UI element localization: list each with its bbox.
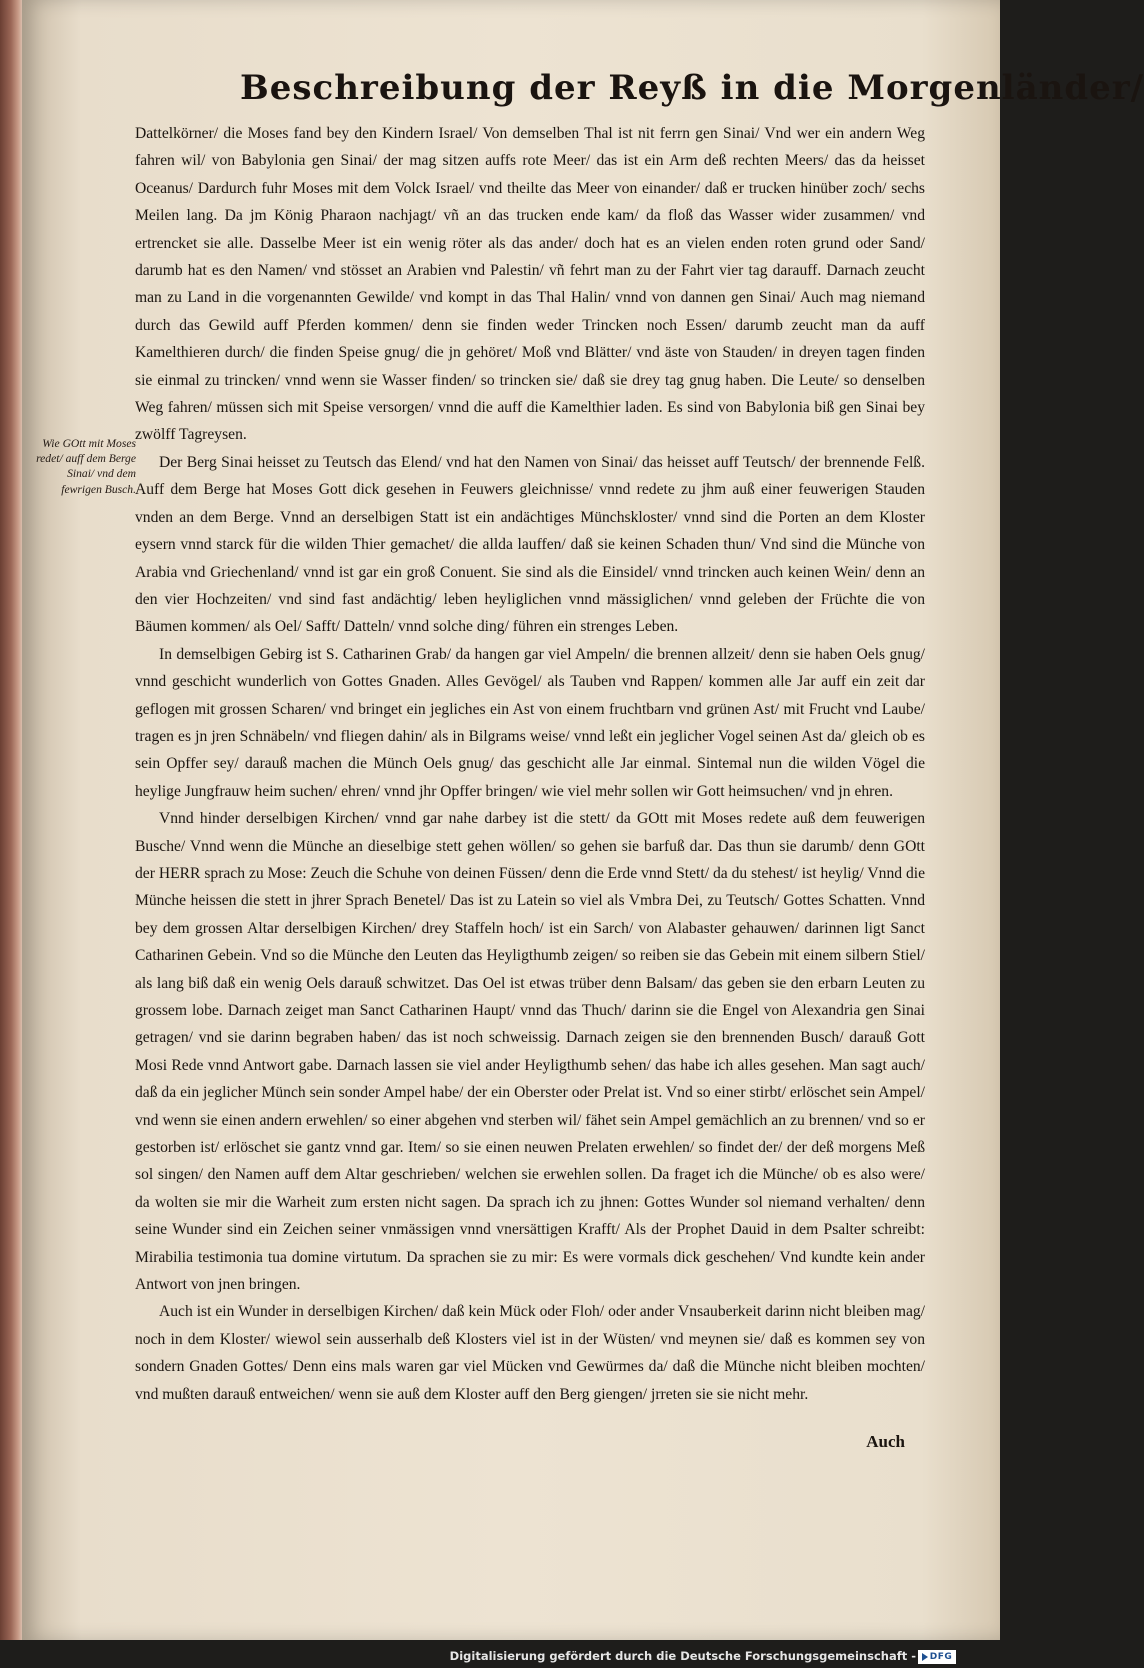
catchword: Auch bbox=[866, 1432, 905, 1451]
running-head: Beschreibung der Reyß in die Morgenländer/ bbox=[240, 68, 1144, 108]
footer-credit: Digitalisierung gefördert durch die Deutsche Forschungsgemeinschaft - bbox=[449, 1649, 916, 1663]
dfg-logo bbox=[918, 1650, 956, 1664]
paragraph: In demselbigen Gebirg ist S. Catharinen Grab/ da hangen gar viel Ampeln/ die brennen allzeit/ denn sie haben Oels gnug/ vnnd geschicht wunderlich von Gottes Gnaden. Alles Gevögel/ als Tauben vnd Rappen/ kommen alle Jar auff ein zeit dar geflogen mit grossen Scharen/ vnd bringet ein jegliches ein Ast von einem fruchtbarn vnd grünen Ast/ mit Frucht vnd Laube/ tragen es jn jren Schnäbeln/ vnd fliegen dahin/ als in Bilgrams weise/ vnnd leßt ein jeglicher Vogel seinen Ast da/ gleich ob es sein Opffer sey/ darauß machen die Münch Oels gnug/ das geschicht alle Jar einmal. Sintemal nun die wilden Vögel die heylige Jungfrauw heim suchen/ ehren/ vnnd jhr Opffer bringen/ wie viel mehr sollen wir Gott heimsuchen/ vnd jn ehren. bbox=[135, 645, 925, 800]
dfg-logo-text: DFG bbox=[929, 1652, 953, 1662]
paragraph: Dattelkörner/ die Moses fand bey den Kindern Israel/ Von demselben Thal ist nit ferrn gen Sinai/ Vnd wer ein andern Weg fahren wil/ von Babylonia gen Sinai/ der mag sitzen auffs rote Meer/ das ist ein Arm deß rechten Meers/ das da heisset Oceanus/ Dardurch fuhr Moses mit dem Volck Israel/ vnd theilte das Meer von einander/ daß er trucken hinüber zoch/ sechs Meilen lang. Da jm König Pharaon nachjagt/ vñ an das trucken ende kam/ da floß das Wasser wider zusammen/ vnd ertrencket sie alle. Dasselbe Meer ist ein wenig röter als das ander/ doch hat es an vielen enden roten grund oder Sand/ darumb hat es den Namen/ vnd stösset an Arabien vnd Palestin/ vñ fehrt man zu der Fahrt vier tag darauff. Darnach zeucht man zu Land in die vorgenannten Gewilde/ vnd kompt in das Thal Halin/ vnnd von dannen gen Sinai/ Auch mag niemand durch das Gewild auff Pferden kommen/ denn sie finden weder Trincken noch Essen/ darumb zeucht man da auff Kamelthieren durch/ die finden Speise gnug/ die jn gehöret/ Moß vnd Blätter/ vnd äste von Stauden/ in dreyen tagen finden sie einmal zu trincken/ vnnd wenn sie Wasser finden/ so trincken sie/ daß sie drey tag gnug haben. Die Leute/ so denselben Weg fahren/ müssen sich mit Speise versorgen/ vnnd die auff die Kamelthier laden. Es sind von Babylonia biß gen Sinai bey zwölff Tagreysen. bbox=[135, 125, 925, 444]
dfg-arrow-icon bbox=[922, 1653, 928, 1661]
body-text bbox=[135, 120, 925, 1408]
paragraph: Der Berg Sinai heisset zu Teutsch das Elend/ vnd hat den Namen von Sinai/ das heisset auff Teutsch/ der brennende Felß. Auff dem Berge hat Moses Gott dick gesehen in Feuwers gleichnisse/ vnnd redete zu jhm auß einer feuwerigen Stauden vnden an dem Berge. Vnnd an derselbigen Statt ist ein andächtiges Münchskloster/ vnnd sind die Porten an dem Kloster eysern vnnd starck für die wilden Thier gemachet/ die allda lauffen/ daß sie keinen Schaden thun/ Vnd sind die Münche von Arabia vnd Griechenland/ vnnd ist gar ein groß Conuent. Sie sind als die Einsidel/ vnnd trincken auch keinen Wein/ denn an den vier Hochzeiten/ vnd sind fast andächtig/ leben heyliglichen vnnd mässiglichen/ vnnd geleben der Früchte die von Bäumen kommen/ als Oel/ Safft/ Datteln/ vnnd solche ding/ führen ein strenges Leben. bbox=[135, 453, 925, 636]
page-edge bbox=[0, 0, 24, 1640]
paragraph: Auch ist ein Wunder in derselbigen Kirchen/ daß kein Mück oder Floh/ oder ander Vnsauberkeit darinn nicht bleiben mag/ noch in dem Kloster/ wiewol sein ausserhalb deß Klosters viel ist in der Wüsten/ vnd meynen sie/ daß es kommen sey von sondern Gnaden Gottes/ Denn eins mals waren gar viel Mücken vnd Gewürmes da/ daß die Münche nicht bleiben mochten/ vnd mußten darauß entweichen/ wenn sie auß dem Kloster auff den Berg giengen/ jrreten sie sie nicht mehr. bbox=[135, 1303, 925, 1403]
paragraph: Vnnd hinder derselbigen Kirchen/ vnnd gar nahe darbey ist die stett/ da GOtt mit Moses redete auß dem feuwerigen Busche/ Vnnd wenn die Münche an dieselbige stett gehen wöllen/ so gehen sie barfuß dar. Das thun sie darumb/ denn GOtt der HERR sprach zu Mose: Zeuch die Schuhe von deinen Füssen/ denn die Erde vnnd Stett/ da du stehest/ ist heylig/ Vnnd die Münche heissen die stett in jhrer Sprach Benetel/ Das ist zu Latein so viel als Vmbra Dei, zu Teutsch/ Gottes Schatten. Vnnd bey dem grossen Altar derselbigen Kirchen/ drey Staffeln hoch/ ist ein Sarch/ von Alabaster gehauwen/ darinnen ligt Sanct Catharinen Gebein. Vnd so die Münche den Leuten das Heyligthumb zeigen/ so reiben sie das Gebein mit einem silbern Stiel/ als lang biß daß ein wenig Oels darauß schwitzet. Das Oel ist etwas trüber denn Balsam/ das geben sie den erbarn Leuten zu grossem lobe. Darnach zeiget man Sanct Catharinen Haupt/ vnnd das Thuch/ darinn sie die Engel von Alexandria gen Sinai getragen/ vnd sie darinn begraben haben/ das ist noch schweissig. Darnach zeigen sie den brennenden Busch/ darauß Gott Mosi Rede vnnd Antwort gabe. Darnach lassen sie viel ander Heyligthumb sehen/ das habe ich alles gesehen. Man sagt auch/ daß da ein jeglicher Münch sein sonder Ampel habe/ der ein Oberster oder Prelat ist. Vnd so einer stirbt/ erlöschet sein Ampel/ vnd wenn sie einen andern erwehlen/ so einer abgehen vnd sterben wil/ fähet sein Ampel gemächlich an zu brennen/ vnd so er gestorben ist/ erlöschet sie gantz vnnd gar. Item/ so sie einen neuwen Prelaten erwehlen/ so findet der/ der deß morgens Meß sol singen/ den Namen auff dem Altar geschrieben/ welchen sie erwehlen sollen. Da fraget ich die Münche/ ob es also were/ da wolten sie mir die Warheit zum ersten nicht sagen. Da sprach ich zu jhnen: Gottes Wunder sol niemand verhalten/ denn seine Wunder sind ein Zeichen seiner vnmässigen vnnd vnersättigen Krafft/ Als der Prophet Dauid in dem Psalter schreibt: Mirabilia testimonia tua domine virtutum. Da sprachen sie zu mir: Es were vormals dick geschehen/ Vnd kundte kein ander Antwort von jnen bringen. bbox=[135, 810, 925, 1294]
marginal-note: Wie GOtt mit Moses redet/ auff dem Berge Sinai/ vnd dem fewrigen Busch. bbox=[36, 437, 136, 496]
